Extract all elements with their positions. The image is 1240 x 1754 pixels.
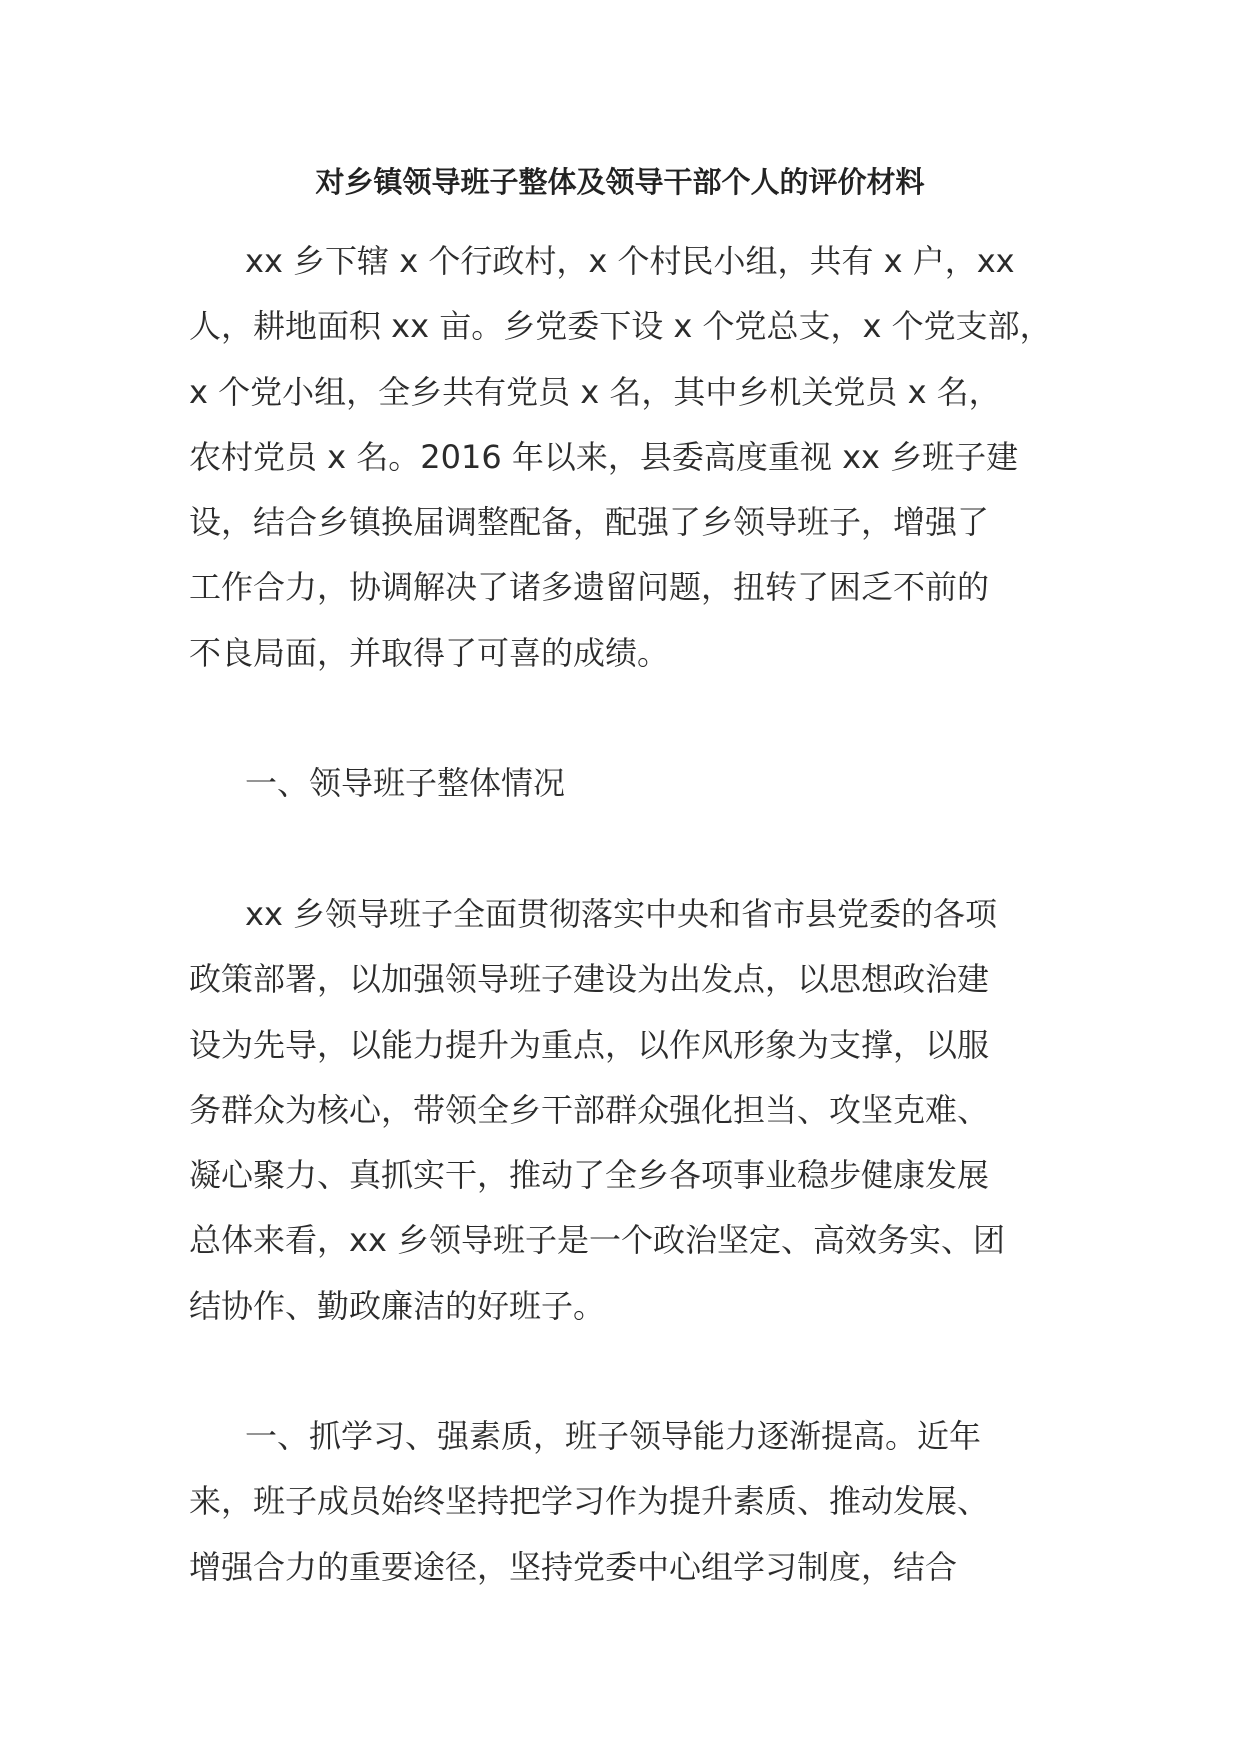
text-line: 总体来看，xx 乡领导班子是一个政治坚定、高效务实、团	[189, 1221, 1006, 1260]
text-line: 务群众为核心，带领全乡干部群众强化担当、攻坚克难、	[189, 1090, 990, 1129]
text-line: xx 乡下辖 x 个行政村，x 个村民小组，共有 x 户，xx	[245, 242, 1015, 280]
intro-paragraph	[189, 229, 1079, 686]
text-line: 工作合力，协调解决了诸多遗留问题，扭转了困乏不前的	[189, 568, 990, 607]
text-line: 增强合力的重要途径，坚持党委中心组学习制度，结合	[189, 1547, 958, 1586]
text-line: 结协作、勤政廉洁的好班子。	[189, 1286, 606, 1325]
text-line: 来，班子成员始终坚持把学习作为提升素质、推动发展、	[189, 1482, 990, 1521]
text-line: 人，耕地面积 xx 亩。乡党委下设 x 个党总支，x 个党支部，	[189, 307, 1052, 346]
overview-paragraph	[189, 882, 1079, 1339]
study-paragraph	[189, 1404, 1079, 1600]
text-line: 一、抓学习、强素质，班子领导能力逐渐提高。近年	[245, 1417, 982, 1455]
document-title: 对乡镇领导班子整体及领导干部个人的评价材料	[315, 165, 925, 199]
text-line: 凝心聚力、真抓实干，推动了全乡各项事业稳步健康发展	[189, 1156, 990, 1195]
text-line: xx 乡领导班子全面贯彻落实中央和省市县党委的各项	[245, 895, 998, 933]
text-line: 农村党员 x 名。2016 年以来，县委高度重视 xx 乡班子建	[189, 437, 1019, 476]
heading-line: 一、领导班子整体情况	[245, 764, 566, 802]
text-line: 设，结合乡镇换届调整配备，配强了乡领导班子，增强了	[189, 503, 990, 542]
text-line: 不良局面，并取得了可喜的成绩。	[189, 633, 670, 672]
text-line: 设为先导，以能力提升为重点，以作风形象为支撑，以服	[189, 1025, 990, 1064]
section-heading	[189, 751, 1079, 816]
text-line: x 个党小组，全乡共有党员 x 名，其中乡机关党员 x 名，	[189, 372, 1001, 411]
text-line: 政策部署，以加强领导班子建设为出发点，以思想政治建	[189, 960, 990, 999]
